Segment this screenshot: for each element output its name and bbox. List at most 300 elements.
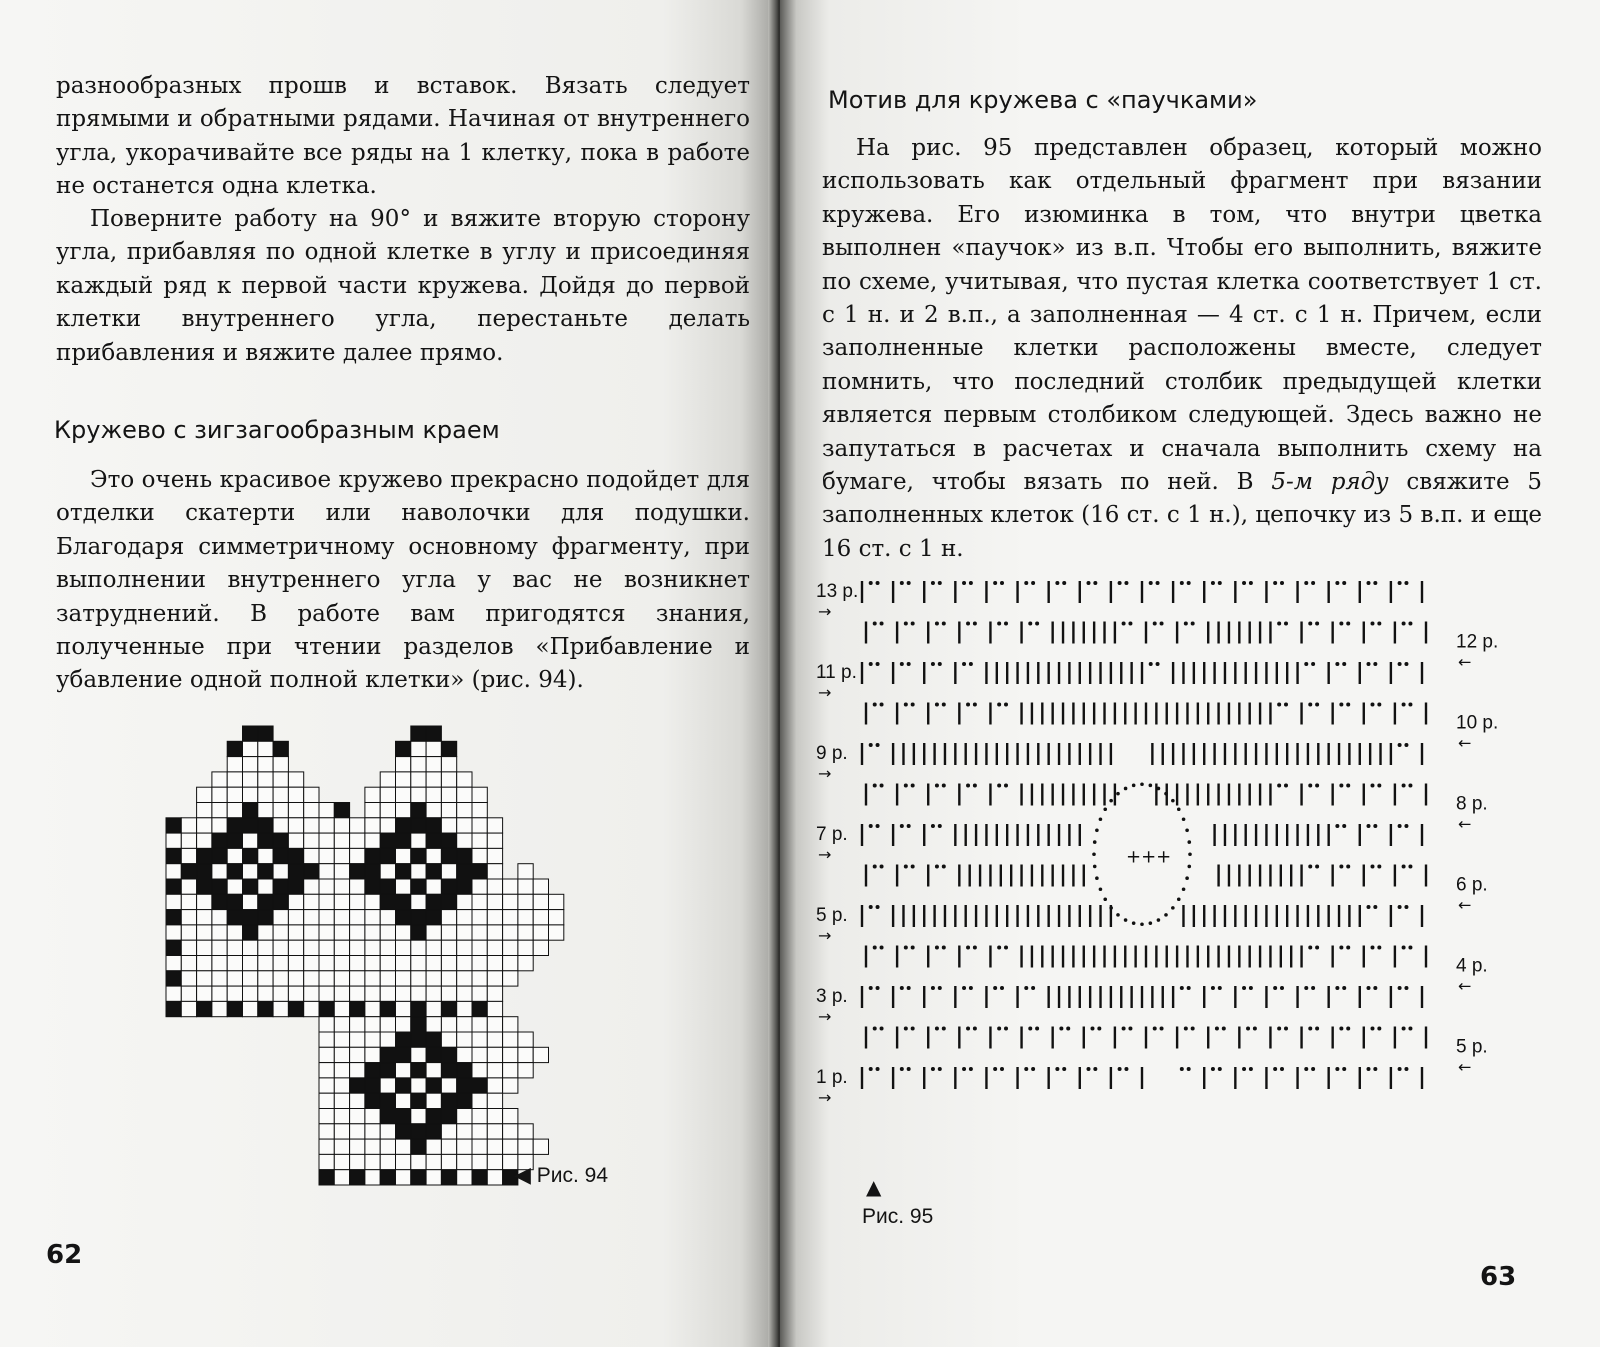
empty-cell: [487, 1109, 502, 1124]
filled-cell: [365, 1093, 380, 1108]
empty-cell: [319, 940, 334, 955]
paragraph-right-emphasis: 5-м ряду: [1271, 469, 1389, 496]
empty-cell: [227, 986, 242, 1001]
filled-cell: [426, 910, 441, 925]
chart-row: [862, 581, 1422, 603]
empty-cell: [304, 848, 319, 863]
empty-cell: [243, 956, 258, 971]
filled-cell: [273, 894, 288, 909]
filled-cell: [472, 1001, 487, 1016]
empty-cell: [334, 818, 349, 833]
filled-cell: [288, 879, 303, 894]
empty-cell: [487, 910, 502, 925]
empty-cell: [518, 864, 533, 879]
empty-cell: [365, 1001, 380, 1016]
row-direction-arrow-icon: →: [818, 845, 832, 864]
filled-cell: [181, 864, 196, 879]
filled-cell: [227, 741, 242, 756]
empty-cell: [212, 818, 227, 833]
empty-cell: [258, 772, 273, 787]
empty-cell: [472, 833, 487, 848]
empty-cell: [350, 910, 365, 925]
filled-cell: [457, 848, 472, 863]
chart-row: [866, 946, 1426, 968]
empty-cell: [441, 818, 456, 833]
row-label-left: 9 р.: [816, 743, 848, 764]
empty-cell: [441, 1124, 456, 1139]
empty-cell: [350, 848, 365, 863]
empty-cell: [472, 910, 487, 925]
empty-cell: [533, 910, 548, 925]
filled-cell: [441, 894, 456, 909]
row-direction-arrow-icon: ←: [1458, 733, 1472, 753]
empty-cell: [472, 1017, 487, 1032]
empty-cell: [319, 971, 334, 986]
empty-cell: [487, 1032, 502, 1047]
empty-cell: [457, 910, 472, 925]
empty-cell: [365, 925, 380, 940]
chart-row: [866, 622, 1426, 644]
empty-cell: [288, 833, 303, 848]
filled-cell: [166, 910, 181, 925]
empty-cell: [334, 1109, 349, 1124]
empty-cell: [503, 879, 518, 894]
filled-cell: [457, 879, 472, 894]
filled-cell: [197, 1001, 212, 1016]
filled-cell: [411, 1063, 426, 1078]
empty-cell: [304, 956, 319, 971]
empty-cell: [197, 925, 212, 940]
empty-cell: [334, 864, 349, 879]
empty-cell: [518, 894, 533, 909]
empty-cell: [181, 940, 196, 955]
empty-cell: [197, 833, 212, 848]
filled-cell: [166, 940, 181, 955]
empty-cell: [487, 940, 502, 955]
filled-cell: [212, 848, 227, 863]
empty-cell: [212, 940, 227, 955]
empty-cell: [273, 787, 288, 802]
empty-cell: [380, 1032, 395, 1047]
empty-cell: [411, 1047, 426, 1062]
empty-cell: [396, 925, 411, 940]
empty-cell: [319, 1063, 334, 1078]
empty-cell: [503, 910, 518, 925]
empty-cell: [472, 971, 487, 986]
empty-cell: [396, 1001, 411, 1016]
row-label-left: 5 р.: [816, 905, 848, 926]
empty-cell: [518, 925, 533, 940]
empty-cell: [166, 986, 181, 1001]
empty-cell: [334, 956, 349, 971]
empty-cell: [503, 1063, 518, 1078]
filled-cell: [258, 833, 273, 848]
empty-cell: [288, 940, 303, 955]
row-label-right: 10 р.: [1456, 712, 1499, 734]
filled-cell: [411, 1017, 426, 1032]
section-heading-right: Мотив для кружева с «паучками»: [828, 86, 1258, 114]
filled-cell: [227, 818, 242, 833]
filled-cell: [441, 833, 456, 848]
empty-cell: [380, 772, 395, 787]
empty-cell: [487, 1017, 502, 1032]
empty-cell: [380, 940, 395, 955]
empty-cell: [227, 787, 242, 802]
empty-cell: [426, 925, 441, 940]
filled-cell: [258, 726, 273, 741]
filled-cell: [166, 971, 181, 986]
empty-cell: [396, 772, 411, 787]
empty-cell: [212, 910, 227, 925]
empty-cell: [487, 879, 502, 894]
empty-cell: [288, 803, 303, 818]
spider-center-symbol: +++: [1126, 846, 1172, 868]
empty-cell: [334, 1001, 349, 1016]
chart-row: [862, 743, 1422, 765]
empty-cell: [227, 925, 242, 940]
empty-cell: [243, 971, 258, 986]
filled-cell: [457, 1063, 472, 1078]
empty-cell: [518, 910, 533, 925]
empty-cell: [411, 894, 426, 909]
filled-cell: [273, 848, 288, 863]
empty-cell: [380, 1139, 395, 1154]
filled-cell: [457, 1093, 472, 1108]
empty-cell: [350, 818, 365, 833]
empty-cell: [549, 894, 564, 909]
empty-cell: [533, 1047, 548, 1062]
empty-cell: [273, 757, 288, 772]
empty-cell: [350, 971, 365, 986]
empty-cell: [319, 894, 334, 909]
empty-cell: [197, 787, 212, 802]
empty-cell: [288, 956, 303, 971]
empty-cell: [334, 1017, 349, 1032]
empty-cell: [227, 879, 242, 894]
empty-cell: [487, 986, 502, 1001]
empty-cell: [258, 803, 273, 818]
empty-cell: [426, 803, 441, 818]
filled-cell: [243, 803, 258, 818]
empty-cell: [212, 803, 227, 818]
empty-cell: [350, 1154, 365, 1169]
empty-cell: [411, 986, 426, 1001]
filled-cell: [243, 818, 258, 833]
empty-cell: [212, 971, 227, 986]
filled-cell: [411, 848, 426, 863]
empty-cell: [396, 956, 411, 971]
empty-cell: [487, 925, 502, 940]
empty-cell: [441, 1032, 456, 1047]
filled-cell: [396, 833, 411, 848]
empty-cell: [334, 940, 349, 955]
empty-cell: [441, 971, 456, 986]
filled-cell: [273, 879, 288, 894]
filled-cell: [411, 1032, 426, 1047]
empty-cell: [365, 986, 380, 1001]
empty-cell: [258, 940, 273, 955]
row-label-left: 11 р.: [816, 662, 857, 683]
row-label-right: 8 р.: [1456, 793, 1488, 815]
row-direction-arrow-icon: ←: [1458, 976, 1472, 996]
empty-cell: [365, 1017, 380, 1032]
empty-cell: [472, 1124, 487, 1139]
filled-cell: [380, 1001, 395, 1016]
filled-cell: [441, 1001, 456, 1016]
empty-cell: [288, 772, 303, 787]
figure-94-filet-chart: [165, 725, 565, 1195]
empty-cell: [457, 894, 472, 909]
empty-cell: [243, 772, 258, 787]
empty-cell: [487, 1078, 502, 1093]
empty-cell: [411, 772, 426, 787]
filled-cell: [258, 864, 273, 879]
empty-cell: [319, 833, 334, 848]
filled-cell: [411, 803, 426, 818]
empty-cell: [441, 940, 456, 955]
empty-cell: [441, 956, 456, 971]
empty-cell: [273, 864, 288, 879]
empty-cell: [304, 787, 319, 802]
empty-cell: [457, 1047, 472, 1062]
filled-cell: [426, 1032, 441, 1047]
empty-cell: [441, 772, 456, 787]
empty-cell: [503, 894, 518, 909]
filled-cell: [396, 1047, 411, 1062]
empty-cell: [457, 925, 472, 940]
empty-cell: [411, 940, 426, 955]
empty-cell: [380, 986, 395, 1001]
filled-cell: [350, 1001, 365, 1016]
row-label-right: 4 р.: [1456, 955, 1488, 977]
filled-cell: [380, 1047, 395, 1062]
empty-cell: [365, 787, 380, 802]
filled-cell: [426, 864, 441, 879]
filled-cell: [396, 1078, 411, 1093]
empty-cell: [457, 956, 472, 971]
paragraph-2-text: Поверните работу на 90° и вяжите вторую сторону угла, прибавляя по одной клетке в углу и присоединяя каждый ряд к первой части кружева. Дойдя до первой клетки внутреннего угла, перестаньте делать прибавления и вяжите далее прямо.: [56, 206, 750, 366]
empty-cell: [350, 1093, 365, 1108]
empty-cell: [487, 971, 502, 986]
empty-cell: [365, 1109, 380, 1124]
empty-cell: [411, 1078, 426, 1093]
row-direction-arrow-icon: →: [818, 602, 832, 621]
empty-cell: [426, 848, 441, 863]
page-number-left: 62: [46, 1240, 83, 1270]
filled-cell: [243, 848, 258, 863]
empty-cell: [350, 1063, 365, 1078]
empty-cell: [166, 864, 181, 879]
empty-cell: [441, 864, 456, 879]
filled-cell: [212, 894, 227, 909]
filled-cell: [396, 1124, 411, 1139]
empty-cell: [411, 833, 426, 848]
chart-rows: [862, 581, 1426, 1089]
empty-cell: [533, 925, 548, 940]
empty-cell: [319, 1124, 334, 1139]
empty-cell: [212, 956, 227, 971]
empty-cell: [457, 1017, 472, 1032]
filled-cell: [166, 1001, 181, 1016]
empty-cell: [334, 879, 349, 894]
empty-cell: [350, 1139, 365, 1154]
filled-cell: [426, 894, 441, 909]
empty-cell: [227, 971, 242, 986]
empty-cell: [457, 971, 472, 986]
empty-cell: [426, 879, 441, 894]
empty-cell: [334, 1170, 349, 1185]
chart-row: [866, 784, 1426, 806]
filled-cell: [411, 1093, 426, 1108]
empty-cell: [197, 971, 212, 986]
empty-cell: [258, 925, 273, 940]
empty-cell: [319, 1139, 334, 1154]
empty-cell: [380, 1078, 395, 1093]
filled-cell: [380, 833, 395, 848]
empty-cell: [181, 833, 196, 848]
empty-cell: [396, 971, 411, 986]
empty-cell: [472, 1047, 487, 1062]
empty-cell: [365, 1124, 380, 1139]
filled-cell: [380, 1093, 395, 1108]
empty-cell: [503, 1139, 518, 1154]
empty-cell: [304, 818, 319, 833]
empty-cell: [273, 772, 288, 787]
empty-cell: [533, 894, 548, 909]
empty-cell: [319, 1017, 334, 1032]
filled-cell: [288, 848, 303, 863]
empty-cell: [365, 818, 380, 833]
empty-cell: [503, 956, 518, 971]
empty-cell: [212, 787, 227, 802]
filled-cell: [334, 803, 349, 818]
empty-cell: [166, 894, 181, 909]
empty-cell: [243, 864, 258, 879]
empty-cell: [365, 1139, 380, 1154]
chart-row: [862, 824, 1422, 846]
empty-cell: [533, 879, 548, 894]
empty-cell: [380, 910, 395, 925]
empty-cell: [549, 925, 564, 940]
empty-cell: [273, 986, 288, 1001]
empty-cell: [472, 1109, 487, 1124]
empty-cell: [365, 940, 380, 955]
empty-cell: [365, 1154, 380, 1169]
empty-cell: [518, 940, 533, 955]
filled-cell: [227, 833, 242, 848]
empty-cell: [426, 971, 441, 986]
empty-cell: [503, 940, 518, 955]
empty-cell: [304, 1001, 319, 1016]
empty-cell: [243, 894, 258, 909]
empty-cell: [288, 971, 303, 986]
empty-cell: [487, 1170, 502, 1185]
empty-cell: [212, 772, 227, 787]
empty-cell: [258, 741, 273, 756]
empty-cell: [334, 1032, 349, 1047]
empty-cell: [441, 1078, 456, 1093]
empty-cell: [212, 986, 227, 1001]
empty-cell: [258, 848, 273, 863]
filled-cell: [411, 1139, 426, 1154]
filled-cell: [426, 833, 441, 848]
empty-cell: [487, 848, 502, 863]
empty-cell: [365, 833, 380, 848]
empty-cell: [334, 833, 349, 848]
empty-cell: [319, 864, 334, 879]
filled-cell: [380, 848, 395, 863]
empty-cell: [365, 910, 380, 925]
empty-cell: [396, 1017, 411, 1032]
empty-cell: [457, 1001, 472, 1016]
empty-cell: [411, 864, 426, 879]
empty-cell: [411, 956, 426, 971]
empty-cell: [503, 1109, 518, 1124]
empty-cell: [503, 1032, 518, 1047]
empty-cell: [396, 1093, 411, 1108]
empty-cell: [319, 956, 334, 971]
filled-cell: [426, 1124, 441, 1139]
empty-cell: [487, 1139, 502, 1154]
figure-95-caption: Рис. 95: [862, 1205, 934, 1228]
empty-cell: [197, 818, 212, 833]
empty-cell: [411, 787, 426, 802]
empty-cell: [304, 940, 319, 955]
filled-cell: [441, 848, 456, 863]
caption-pointer-icon: ◀: [514, 1162, 531, 1187]
filled-cell: [396, 894, 411, 909]
empty-cell: [472, 1154, 487, 1169]
empty-cell: [258, 787, 273, 802]
filled-cell: [243, 726, 258, 741]
filled-cell: [227, 910, 242, 925]
empty-cell: [365, 956, 380, 971]
empty-cell: [258, 971, 273, 986]
empty-cell: [350, 1047, 365, 1062]
empty-cell: [503, 1124, 518, 1139]
empty-cell: [365, 1032, 380, 1047]
empty-cell: [487, 1001, 502, 1016]
paragraph-2: [56, 203, 750, 370]
filled-cell: [411, 1170, 426, 1185]
empty-cell: [457, 1154, 472, 1169]
filled-cell: [243, 879, 258, 894]
filled-cell: [411, 726, 426, 741]
empty-cell: [197, 986, 212, 1001]
filled-cell: [350, 864, 365, 879]
empty-cell: [396, 787, 411, 802]
empty-cell: [426, 956, 441, 971]
empty-cell: [441, 803, 456, 818]
empty-cell: [396, 1154, 411, 1169]
row-labels-right: [1456, 632, 1498, 1077]
empty-cell: [518, 1139, 533, 1154]
empty-cell: [472, 1032, 487, 1047]
empty-cell: [243, 787, 258, 802]
empty-cell: [533, 940, 548, 955]
empty-cell: [503, 925, 518, 940]
empty-cell: [319, 848, 334, 863]
empty-cell: [518, 1124, 533, 1139]
chart-row: [862, 1067, 1422, 1089]
empty-cell: [380, 1154, 395, 1169]
empty-cell: [334, 1078, 349, 1093]
row-label-left: 3 р.: [816, 986, 848, 1007]
empty-cell: [350, 1032, 365, 1047]
empty-cell: [426, 940, 441, 955]
empty-cell: [350, 1109, 365, 1124]
empty-cell: [319, 925, 334, 940]
